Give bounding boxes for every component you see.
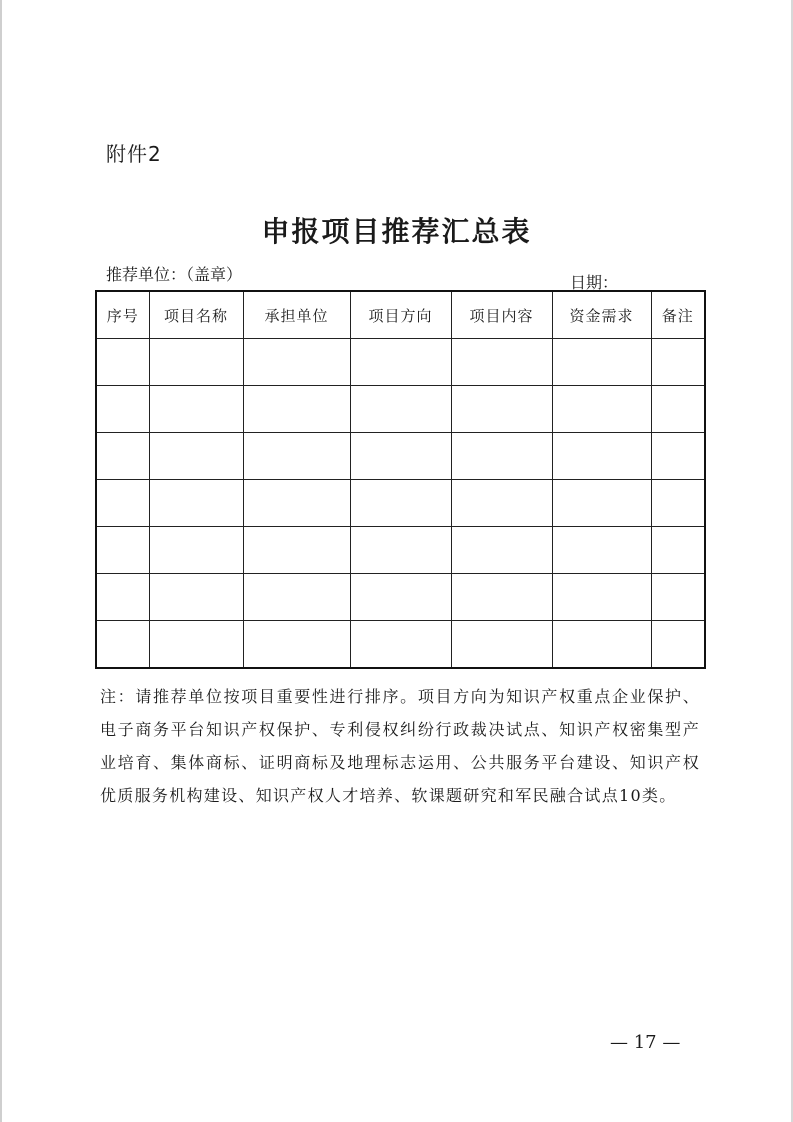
table-cell[interactable] bbox=[552, 339, 651, 386]
table-row bbox=[96, 527, 705, 574]
table-cell[interactable] bbox=[243, 339, 350, 386]
header-serial: 序号 bbox=[96, 291, 149, 339]
table-cell[interactable] bbox=[350, 621, 451, 669]
table-cell[interactable] bbox=[96, 527, 149, 574]
table-cell[interactable] bbox=[451, 621, 552, 669]
table-row bbox=[96, 480, 705, 527]
page-number: — 17 — bbox=[610, 1032, 681, 1053]
attachment-label: 附件2 bbox=[106, 142, 162, 166]
table-cell[interactable] bbox=[350, 574, 451, 621]
table-cell[interactable] bbox=[243, 480, 350, 527]
header-funding-need: 资金需求 bbox=[552, 291, 651, 339]
header-remarks: 备注 bbox=[651, 291, 705, 339]
table-row bbox=[96, 386, 705, 433]
header-project-direction: 项目方向 bbox=[350, 291, 451, 339]
table-cell[interactable] bbox=[149, 574, 243, 621]
table-cell[interactable] bbox=[96, 480, 149, 527]
meta-row bbox=[106, 262, 706, 292]
table-cell[interactable] bbox=[451, 386, 552, 433]
table-cell[interactable] bbox=[451, 574, 552, 621]
table-cell[interactable] bbox=[651, 527, 705, 574]
table-cell[interactable] bbox=[243, 527, 350, 574]
table-cell[interactable] bbox=[96, 386, 149, 433]
recommending-unit-label: 推荐单位：（盖章） bbox=[106, 265, 243, 284]
table-cell[interactable] bbox=[651, 621, 705, 669]
table-cell[interactable] bbox=[451, 339, 552, 386]
table-cell[interactable] bbox=[651, 433, 705, 480]
date-label: 日期： bbox=[570, 273, 619, 292]
table-cell[interactable] bbox=[451, 527, 552, 574]
header-project-name: 项目名称 bbox=[149, 291, 243, 339]
table-cell[interactable] bbox=[243, 574, 350, 621]
table-cell[interactable] bbox=[651, 386, 705, 433]
table-cell[interactable] bbox=[350, 433, 451, 480]
table-cell[interactable] bbox=[350, 386, 451, 433]
table-cell[interactable] bbox=[451, 480, 552, 527]
table-cell[interactable] bbox=[552, 527, 651, 574]
table-cell[interactable] bbox=[96, 574, 149, 621]
table-cell[interactable] bbox=[552, 386, 651, 433]
table-cell[interactable] bbox=[243, 621, 350, 669]
document-title: 申报项目推荐汇总表 bbox=[261, 215, 532, 248]
table-cell[interactable] bbox=[651, 480, 705, 527]
table-cell[interactable] bbox=[350, 527, 451, 574]
table-cell[interactable] bbox=[451, 433, 552, 480]
table-cell[interactable] bbox=[552, 621, 651, 669]
table-cell[interactable] bbox=[243, 386, 350, 433]
table-header-row bbox=[96, 291, 705, 339]
table-cell[interactable] bbox=[651, 339, 705, 386]
table-cell[interactable] bbox=[149, 480, 243, 527]
table-body bbox=[96, 339, 705, 669]
table-cell[interactable] bbox=[149, 433, 243, 480]
footnote: 注：请推荐单位按项目重要性进行排序。项目方向为知识产权重点企业保护、电子商务平台知识产权保护、专利侵权纠纷行政裁决试点、知识产权密集型产业培育、集体商标、证明商标及地理标志运用、公共服务平台建设、知识产权优质服务机构建设、知识产权人才培养、软课题研究和军民融合试点10类。 bbox=[100, 687, 700, 805]
table-cell[interactable] bbox=[350, 339, 451, 386]
table-cell[interactable] bbox=[243, 433, 350, 480]
table-row bbox=[96, 339, 705, 386]
table-cell[interactable] bbox=[149, 386, 243, 433]
table-cell[interactable] bbox=[96, 339, 149, 386]
summary-table bbox=[95, 290, 706, 669]
table-cell[interactable] bbox=[552, 433, 651, 480]
header-undertaking-unit: 承担单位 bbox=[243, 291, 350, 339]
table-cell[interactable] bbox=[552, 574, 651, 621]
header-project-content: 项目内容 bbox=[451, 291, 552, 339]
table-row bbox=[96, 621, 705, 669]
table-cell[interactable] bbox=[552, 480, 651, 527]
table-cell[interactable] bbox=[651, 574, 705, 621]
table-row bbox=[96, 433, 705, 480]
table-row bbox=[96, 574, 705, 621]
table-cell[interactable] bbox=[149, 339, 243, 386]
table-cell[interactable] bbox=[96, 621, 149, 669]
table-cell[interactable] bbox=[350, 480, 451, 527]
table-cell[interactable] bbox=[149, 621, 243, 669]
table-cell[interactable] bbox=[149, 527, 243, 574]
table-cell[interactable] bbox=[96, 433, 149, 480]
